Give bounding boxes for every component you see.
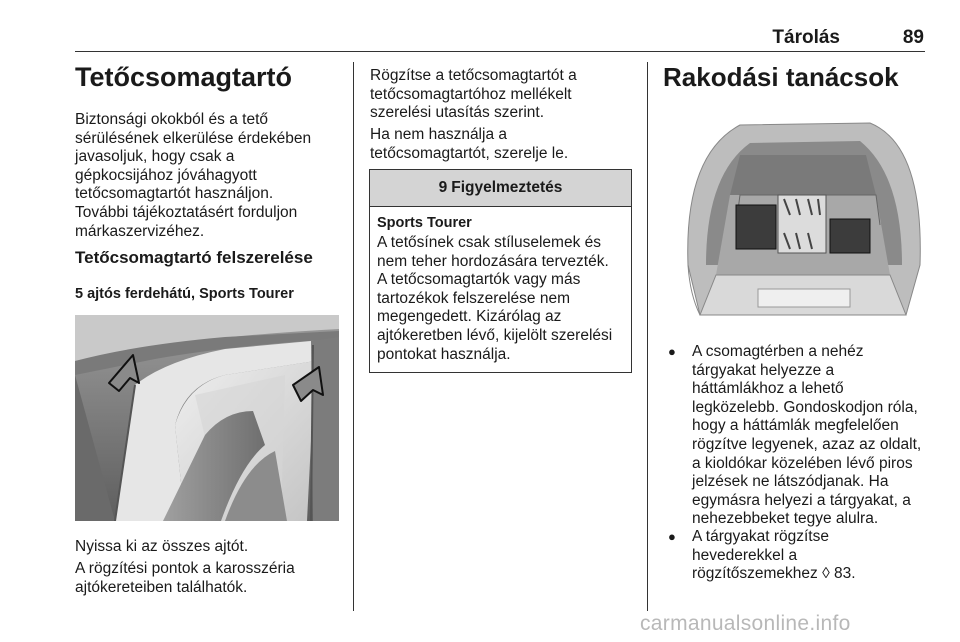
mounting-points-paragraph [75,560,345,597]
text-line: tetőcsomagtartót használjon. [75,185,274,203]
text-line: A tetőcsomagtartók vagy más [377,271,581,289]
text-line: gépkocsijához jóváhagyott [75,166,257,184]
open-doors-text: Nyissa ki az összes ajtót. [75,538,249,555]
text-line: A rögzítési pontok a karosszéria [75,560,295,577]
roof-rack-title: Tetőcsomagtartó [75,62,293,92]
bullet-item-2 [668,528,933,584]
text-line: hogy a háttámlák megfelelően [692,417,899,435]
install-paragraph [370,67,640,123]
warning-subtitle: Sports Tourer [377,215,472,231]
watermark: carmanualsonline.info [640,612,851,635]
text-line: háttámlákhoz a lehető [692,380,844,398]
text-line: Rögzítse a tetőcsomagtartót a [370,67,577,84]
column-divider-1 [353,62,354,611]
text-line: Ha nem használja a [370,126,507,143]
text-line: rögzítve legyenek, azaz az oldalt, [692,435,922,453]
text-line: rögzítőszemekhez ◊ 83. [692,565,856,583]
text-line: a kioldókar közelében lévő piros [692,454,913,472]
text-line: márkaszervizéhez. [75,222,205,240]
warning-body [370,207,631,372]
door-frame-illustration [75,315,339,521]
text-line: hevederekkel a [692,546,798,564]
text-line: jelzések ne látszódjanak. Ha [692,473,889,491]
bullet-marker: ● [668,344,676,359]
text-line: pontokat használja. [377,345,511,363]
text-line: tetőcsomagtartót, szerelje le. [370,144,569,162]
luggage-compartment-illustration [680,115,926,325]
column-divider-2 [647,62,648,611]
section-heading: Tetőcsomagtartó felszerelése [75,248,313,267]
intro-paragraph [75,111,345,241]
text-line: A csomagtérben a nehéz [692,343,864,360]
warning-header [370,170,631,207]
text-line: További tájékoztatásért forduljon [75,203,298,221]
text-line: egymásra helyezi a tárgyakat, a [692,491,911,509]
text-line: javasoljuk, hogy csak a [75,148,235,166]
page-number: 89 [902,27,924,48]
warning-box [369,169,632,373]
text-line: nehezebbeket tegye alulra. [692,510,879,528]
text-line: A tárgyakat rögzítse [692,528,829,545]
text-line: tárgyakat helyezze a [692,361,835,379]
loading-tips-title: Rakodási tanácsok [663,62,899,92]
sub-heading: 5 ajtós ferdehátú, Sports Tourer [75,286,294,302]
bullet-marker: ● [668,529,676,544]
text-line: tetőcsomagtartóhoz mellékelt [370,85,572,103]
text-line: nem teher hordozására tervezték. [377,252,609,270]
text-line: legközelebb. Gondoskodjon róla, [692,398,918,416]
warning-title: Figyelmeztetés [451,179,563,196]
text-line: A tetősínek csak stíluselemek és [377,234,601,251]
section-title: Tárolás [772,27,840,48]
text-line: ajtókereteiben találhatók. [75,578,248,596]
header-rule [75,51,925,52]
text-line: sérülésének elkerülése érdekében [75,129,312,147]
bullet-item-1 [668,343,933,529]
text-line: tartozékok felszerelése nem [377,289,570,307]
warning-triangle-icon: 9 [438,179,448,196]
remove-paragraph [370,126,640,163]
text-line: ajtókeretben lévő, kijelölt szerelési [377,326,613,344]
text-line: szerelési utasítás szerint. [370,104,545,122]
text-line: megengedett. Kizárólag az [377,308,562,326]
text-line: Biztonsági okokból és a tető [75,111,269,128]
